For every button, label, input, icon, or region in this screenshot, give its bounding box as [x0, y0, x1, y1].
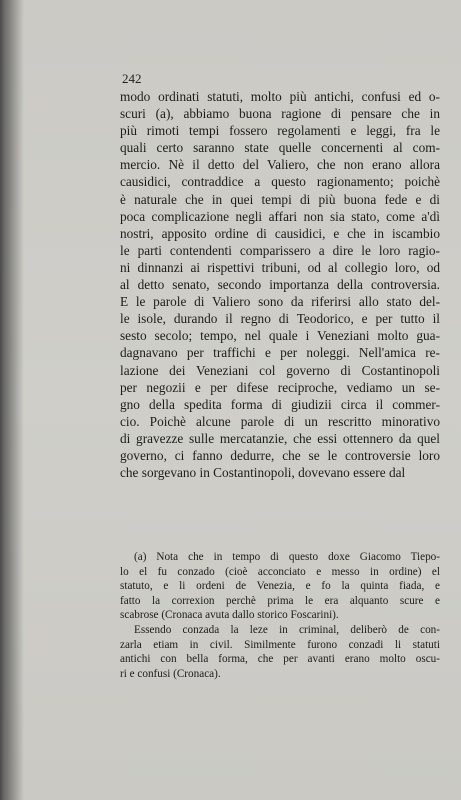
book-page [6, 0, 461, 800]
body-line: cio. Poichè alcune parole di un rescritto minorativo [120, 413, 440, 429]
body-line: causidici, contraddice a questo ragionamento; poichè [120, 174, 440, 190]
body-line: le isole, durando il regno di Teodorico, e per tutto il [120, 311, 440, 327]
body-text [120, 88, 440, 481]
body-line: scuri (a), abbiamo buona ragione di pensare che in [120, 106, 440, 122]
body-line: di gravezze sulle mercatanzie, che essi ottennero da quel [120, 430, 440, 446]
body-line: quali certo saranno state quelle concernenti al com- [120, 140, 440, 156]
body-line: governo, ci fanno dedurre, che se le controversie loro [120, 447, 440, 463]
footnote-line: lo el fu conzado (cioè acconciato e messo in ordine) el [120, 565, 440, 578]
body-line: più rimoti tempi fossero regolamenti e leggi, fra le [120, 123, 440, 139]
body-line: che sorgevano in Costantinopoli, dovevano essere dal [120, 465, 406, 481]
page-number: 242 [122, 71, 142, 86]
body-line: lazione dei Veneziani col governo di Costantinopoli [120, 362, 440, 378]
footnotes [120, 550, 440, 681]
body-line: dagnavano per traffichi e per noleggi. Nell'amica re- [120, 345, 440, 361]
body-line: al detto senato, secondo importanza della controversia. [120, 277, 440, 293]
body-line: è naturale che in quei tempi di più buona fede e di [120, 191, 440, 207]
body-line: nostri, apposito ordine di causidici, e che in iscambio [120, 225, 440, 241]
footnote-line: (a) Nota che in tempo di questo doxe Giacomo Tiepo- [134, 551, 440, 563]
footnote-line: statuto, e li ordeni de Venezia, e fo la quinta fiada, e [120, 580, 440, 593]
footnote-line: antichi con bella forma, che per avanti erano molto oscu- [120, 653, 440, 666]
footnote-line: zarla etiam in civil. Similmente furono conzadi li statuti [120, 638, 440, 651]
body-line: per negozii e per difese reciproche, vediamo un se- [120, 379, 440, 395]
body-line: sesto secolo; tempo, nel quale i Veneziani molto gua- [120, 328, 440, 344]
body-line: le parti contendenti comparissero a dire le loro ragio- [120, 242, 440, 258]
body-line: poca complicazione negli affari non sia stato, come a'dì [120, 208, 440, 224]
footnote-line: ri e confusi (Cronaca). [120, 667, 221, 680]
footnote-line: fatto la correxion perchè prima le era alquanto scure e [120, 594, 440, 607]
body-line: modo ordinati statuti, molto più antichi, confusi ed o- [120, 89, 440, 104]
body-line: mercio. Nè il detto del Valiero, che non erano allora [120, 157, 440, 173]
body-line: gno della spedita forma di giudizii circa il commer- [120, 396, 440, 412]
footnote-line: scabrose (Cronaca avuta dallo storico Foscarini). [120, 609, 339, 622]
body-line: ni dinnanzi ai rispettivi tribuni, od al collegio loro, od [120, 259, 440, 275]
footnote-line: Essendo conzada la leze in criminal, deliberò de con- [134, 623, 440, 636]
body-line: E le parole di Valiero sono da riferirsi allo stato del- [120, 294, 440, 310]
spine-shadow [6, 0, 24, 800]
